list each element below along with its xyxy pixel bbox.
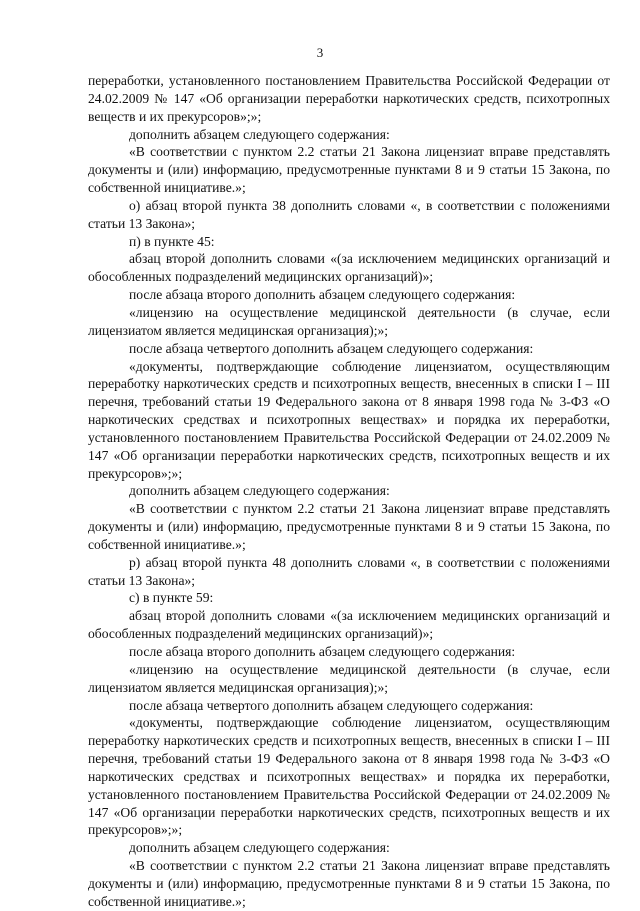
page-number: 3 <box>316 45 324 60</box>
paragraph: «В соответствии с пунктом 2.2 статьи 21 Закона лицензиат вправе представлять документы и (или) информацию, предусмотренные пунктами 8 и 9 статьи 15 Закона, по собственной инициативе.»; <box>88 144 610 196</box>
paragraph: после абзаца четвертого дополнить абзацем следующего содержания: <box>129 697 534 713</box>
document-body <box>88 72 610 911</box>
paragraph: абзац второй дополнить словами «(за исключением медицинских организаций и обособленных подразделений медицинских организаций)»; <box>88 608 610 642</box>
paragraph: после абзаца четвертого дополнить абзацем следующего содержания: <box>129 340 534 356</box>
paragraph: о) абзац второй пункта 38 дополнить словами «, в соответствии с положениями статьи 13 Закона»; <box>88 197 610 231</box>
paragraph: «документы, подтверждающие соблюдение лицензиатом, осуществляющим переработку наркотических средств и психотропных веществ, внесенных в списки I – III перечня, требований статьи 19 Федерального закона от 8 января 1998 года № 3-ФЗ «О наркотических средствах и психотропных веществах» и порядка их переработки, установленного постановлением Правительства Российской Федерации от 24.02.2009 № 147 «Об организации переработки наркотических средств, психотропных веществ и их прекурсоров»;»; <box>88 715 610 838</box>
paragraph: «В соответствии с пунктом 2.2 статьи 21 Закона лицензиат вправе представлять документы и (или) информацию, предусмотренные пунктами 8 и 9 статьи 15 Закона, по собственной инициативе.»; <box>88 858 610 909</box>
paragraph: дополнить абзацем следующего содержания: <box>129 126 390 142</box>
paragraph: после абзаца второго дополнить абзацем следующего содержания: <box>129 287 516 303</box>
paragraph: «В соответствии с пунктом 2.2 статьи 21 Закона лицензиат вправе представлять документы и (или) информацию, предусмотренные пунктами 8 и 9 статьи 15 Закона, по собственной инициативе.»; <box>88 501 610 552</box>
paragraph: р) абзац второй пункта 48 дополнить словами «, в соответствии с положениями статьи 13 Закона»; <box>88 554 610 588</box>
paragraph: дополнить абзацем следующего содержания: <box>129 483 390 499</box>
paragraph: п) в пункте 45: <box>129 233 215 249</box>
paragraph: после абзаца второго дополнить абзацем следующего содержания: <box>129 644 516 659</box>
paragraph: «лицензию на осуществление медицинской деятельности (в случае, если лицензиатом является медицинская организация);»; <box>88 661 610 695</box>
paragraph: с) в пункте 59: <box>129 590 214 606</box>
paragraph: абзац второй дополнить словами «(за исключением медицинских организаций и обособленных подразделений медицинских организаций)»; <box>88 251 610 285</box>
paragraph: «лицензию на осуществление медицинской деятельности (в случае, если лицензиатом является медицинская организация);»; <box>88 304 610 338</box>
paragraph: переработки, установленного постановлением Правительства Российской Федерации от 24.02.2009 № 147 «Об организации переработки наркотических средств, психотропных веществ и их прекурсоров»;»; <box>88 73 610 124</box>
paragraph: «документы, подтверждающие соблюдение лицензиатом, осуществляющим переработку наркотических средств и психотропных веществ, внесенных в списки I – III перечня, требований статьи 19 Федерального закона от 8 января 1998 года № 3-ФЗ «О наркотических средствах и психотропных веществах» и порядка их переработки, установленного постановлением Правительства Российской Федерации от 24.02.2009 № 147 «Об организации переработки наркотических средств, психотропных веществ и их прекурсоров»;»; <box>88 358 610 481</box>
paragraph: дополнить абзацем следующего содержания: <box>129 840 390 856</box>
